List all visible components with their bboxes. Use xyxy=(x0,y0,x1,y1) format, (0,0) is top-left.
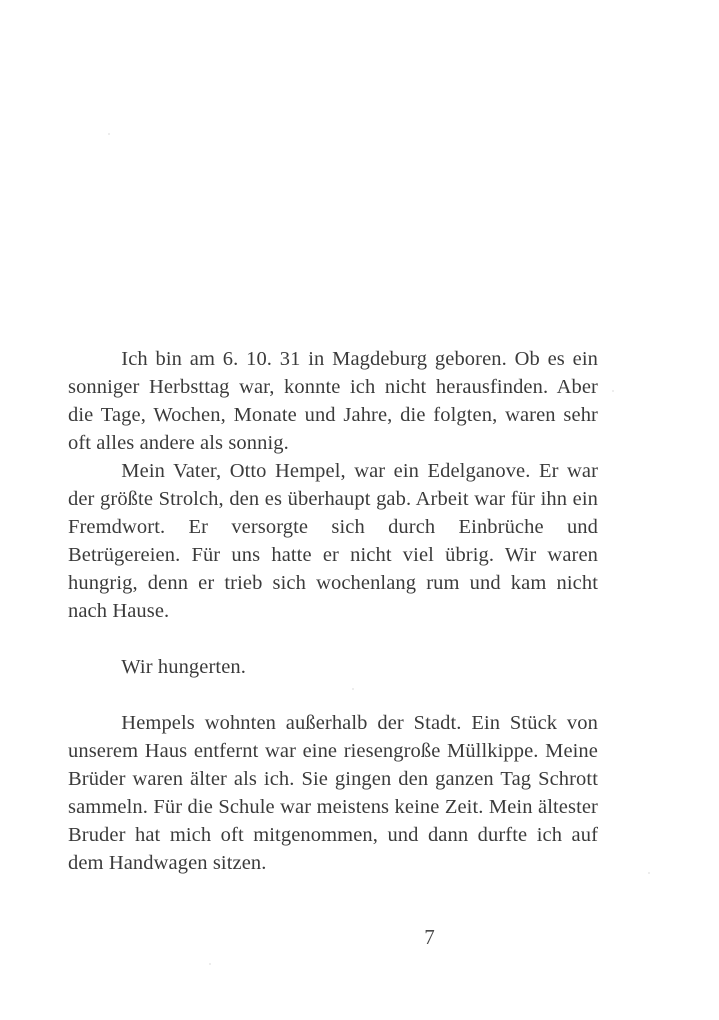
body-paragraph: Wir hungerten. xyxy=(121,656,246,678)
scan-speckle xyxy=(209,963,211,965)
body-text-column xyxy=(68,345,598,877)
scan-speckle xyxy=(612,390,614,392)
body-paragraph: Mein Vater, Otto Hempel, war ein Edelganove. Er war der größte Strolch, den es überhaupt gab. Arbeit war für ihn ein Fremdwort. Er versorgte sich durch Einbrüche und Betrügereien. Für uns hatte er nicht viel übrig. Wir waren hungrig, denn er trieb sich wochenlang rum und kam nicht nach Hause. xyxy=(68,460,598,622)
scan-speckle xyxy=(648,872,650,874)
page-footer xyxy=(0,925,719,950)
body-paragraph: Hempels wohnten außerhalb der Stadt. Ein Stück von unserem Haus entfernt war eine riesengroße Müllkippe. Meine Brüder waren älter als ich. Sie gingen den ganzen Tag Schrott sammeln. Für die Schule war meistens keine Zeit. Mein ältester Bruder hat mich oft mitgenommen, und dann durfte ich auf dem Handwagen sitzen. xyxy=(68,712,598,874)
page-number: 7 xyxy=(424,925,435,949)
body-paragraph: Ich bin am 6. 10. 31 in Magdeburg geboren. Ob es ein sonniger Herbsttag war, konnte ich nicht herausfinden. Aber die Tage, Wochen, Monate und Jahre, die folgten, waren sehr oft alles andere als sonnig. xyxy=(68,348,598,454)
page-top-margin xyxy=(0,0,719,345)
